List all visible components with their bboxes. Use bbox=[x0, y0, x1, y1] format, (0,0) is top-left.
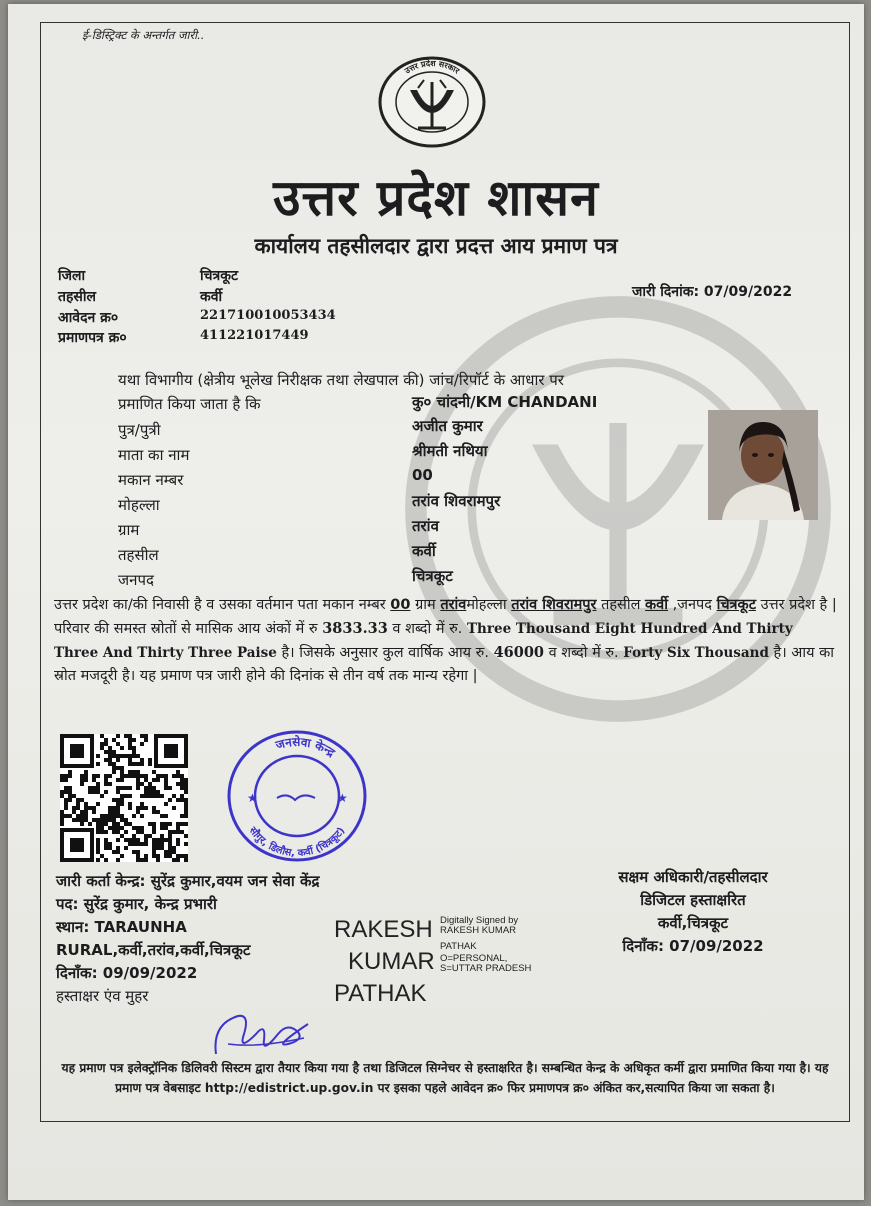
issuer-place: स्थान: TARAUNHA RURAL,कर्वी,तरांव,कर्वी,चित्रकूट bbox=[56, 918, 251, 959]
issuer-designation: पद: सुरेंद्र कुमार, केन्द्र प्रभारी bbox=[56, 895, 217, 913]
page-title: उत्तर प्रदेश शासन bbox=[273, 169, 599, 227]
signer-name-2: KUMAR bbox=[348, 948, 435, 975]
emblem-text: उत्तर प्रदेश सरकार bbox=[403, 58, 461, 76]
authority-place: कर्वी,चित्रकूट bbox=[657, 914, 729, 932]
svg-text:सौगुर, डिलौस, कर्वी (चित्रकूट) bbox=[246, 823, 347, 859]
para-tehsil: कर्वी bbox=[645, 597, 669, 613]
para-village: तरांव bbox=[440, 597, 467, 613]
sig-detail-1: Digitally Signed by bbox=[440, 915, 519, 926]
field-value-mohalla: तरांव शिवरामपुर bbox=[412, 492, 501, 510]
field-label-mother: माता का नाम bbox=[118, 446, 190, 464]
field-value-house-no: 00 bbox=[412, 466, 433, 484]
intro-line: यथा विभागीय (क्षेत्रीय भूलेख निरीक्षक तथा लेखपाल की) जांच/रिपॉर्ट के आधार पर bbox=[118, 371, 564, 389]
para-annual-words: Forty Six Thousand bbox=[623, 645, 769, 661]
field-label-certified: प्रमाणित किया जाता है कि bbox=[118, 395, 261, 413]
meta-label-tehsil: तहसील bbox=[58, 289, 96, 305]
meta-value-district: चित्रकूट bbox=[200, 268, 239, 284]
authority-block bbox=[568, 866, 818, 958]
para-monthly-income: 3833.33 bbox=[322, 620, 388, 637]
footer-note: यह प्रमाण पत्र इलेक्ट्रॉनिक डिलिवरी सिस्टम द्वारा तैयार किया गया है तथा डिजिटल सिग्नेचर से हस्ताक्षरित है। सम्बन्धित केन्द्र के अधिकृत कर्मी द्वारा प्रमाणित किया गया है। यह प्रमाण पत्र वेबसाइट http://edistrict.up.gov.in पर इसका पहले आवेदन क्र० फिर प्रमाणपत्र क्र० अंकित कर,सत्यापित किया जा सकता है। bbox=[61, 1061, 829, 1095]
issuer-center: जारी कर्ता केन्द्र: सुरेंद्र कुमार,वयम जन सेवा केंद्र bbox=[56, 872, 320, 890]
certificate-paragraph: उत्तर प्रदेश का/की निवासी है व उसका वर्तमान पता मकान नम्बर 00 ग्राम तरांवमोहल्ला तरांव शिवरामपुर तहसील कर्वी ,जनपद चित्रकूट उत्तर प्रदेश है | परिवार की समस्त स्रोतों से मासिक आय अंकों में रु 3833.33 व शब्दो में रु. Three Thousand Eight Hundred And Thirty Three And Thirty Three Paise है। जिसके अनुसार कुल वार्षिक आय रु. 46000 व शब्दो में रु. Forty Six Thousand है। आय का स्रोत मजदूरी है। यह प्रमाण पत्र जारी होने की दिनांक से तीन वर्ष तक मान्य रहेगा | bbox=[54, 597, 837, 684]
authority-date: दिनाँक: 07/09/2022 bbox=[622, 937, 764, 955]
digital-signature bbox=[334, 912, 564, 1012]
field-value-mother: श्रीमती नथिया bbox=[412, 442, 488, 460]
para-district: चित्रकूट bbox=[716, 597, 757, 613]
field-value-father: अजीत कुमार bbox=[412, 417, 483, 435]
field-label-son-daughter: पुत्र/पुत्री bbox=[118, 421, 161, 439]
field-label-house-no: मकान नम्बर bbox=[118, 471, 184, 489]
sig-detail-5: S=UTTAR PRADESH bbox=[440, 963, 532, 974]
para-monthly-words: Three Thousand Eight Hundred And Thirty Three And Thirty Three Paise bbox=[54, 621, 793, 661]
meta-value-tehsil: कर्वी bbox=[200, 289, 223, 305]
jansewa-seal-icon bbox=[223, 726, 371, 866]
signer-name-1: RAKESH bbox=[334, 916, 433, 943]
signer-name-3: PATHAK bbox=[334, 980, 427, 1007]
issuer-date: दिनाँक: 09/09/2022 bbox=[56, 964, 198, 982]
handwritten-signature-icon bbox=[208, 1004, 318, 1062]
sig-detail-4: O=PERSONAL, bbox=[440, 953, 508, 964]
issuer-block bbox=[56, 870, 336, 1008]
field-value-tehsil: कर्वी bbox=[412, 542, 436, 560]
field-value-district: चित्रकूट bbox=[412, 567, 453, 585]
field-value-name: कु० चांदनी/KM CHANDANI bbox=[412, 393, 598, 411]
svg-text:★: ★ bbox=[337, 791, 348, 805]
qr-code-icon bbox=[60, 734, 188, 862]
up-state-emblem-icon bbox=[376, 54, 488, 150]
meta-label-district: जिला bbox=[58, 268, 86, 284]
sig-detail-3: PATHAK bbox=[440, 941, 477, 952]
edistrict-note: ई-डिस्ट्रिक्ट के अन्तर्गत जारी.. bbox=[82, 28, 205, 42]
meta-value-certificate-no: 411221017449 bbox=[200, 328, 309, 343]
authority-digital: डिजिटल हस्ताक्षरित bbox=[640, 891, 746, 909]
meta-label-certificate-no: प्रमाणपत्र क्र० bbox=[58, 330, 127, 346]
para-mohalla: तरांव शिवरामपुर bbox=[511, 597, 597, 613]
person-photo-icon bbox=[708, 410, 818, 520]
authority-title: सक्षम अधिकारी/तहसीलदार bbox=[618, 868, 768, 886]
field-label-district: जनपद bbox=[118, 571, 154, 589]
issue-date: जारी दिनांक: 07/09/2022 bbox=[632, 284, 793, 300]
para-annual-income: 46000 bbox=[493, 644, 545, 661]
field-value-village: तरांव bbox=[412, 517, 439, 535]
para-house-no: 00 bbox=[390, 597, 411, 613]
field-label-tehsil: तहसील bbox=[118, 546, 159, 564]
seal-top-text: जनसेवा केन्द्र bbox=[274, 734, 338, 760]
certificate-paper bbox=[8, 4, 864, 1200]
svg-text:★: ★ bbox=[247, 791, 258, 805]
seal-bottom-text: सौगुर, डिलौस, कर्वी (चित्रकूट) bbox=[246, 825, 348, 860]
certificate-subtitle: कार्यालय तहसीलदार द्वारा प्रदत्त आय प्रमाण पत्र bbox=[254, 234, 618, 258]
meta-label-application-no: आवेदन क्र० bbox=[58, 310, 119, 326]
applicant-photo bbox=[708, 410, 818, 520]
issuer-sign-label: हस्ताक्षर एंव मुहर bbox=[56, 987, 149, 1005]
sig-detail-2: RAKESH KUMAR bbox=[440, 925, 517, 936]
meta-value-application-no: 221710010053434 bbox=[200, 308, 336, 323]
field-label-village: ग्राम bbox=[118, 521, 140, 539]
field-label-mohalla: मोहल्ला bbox=[118, 496, 160, 514]
